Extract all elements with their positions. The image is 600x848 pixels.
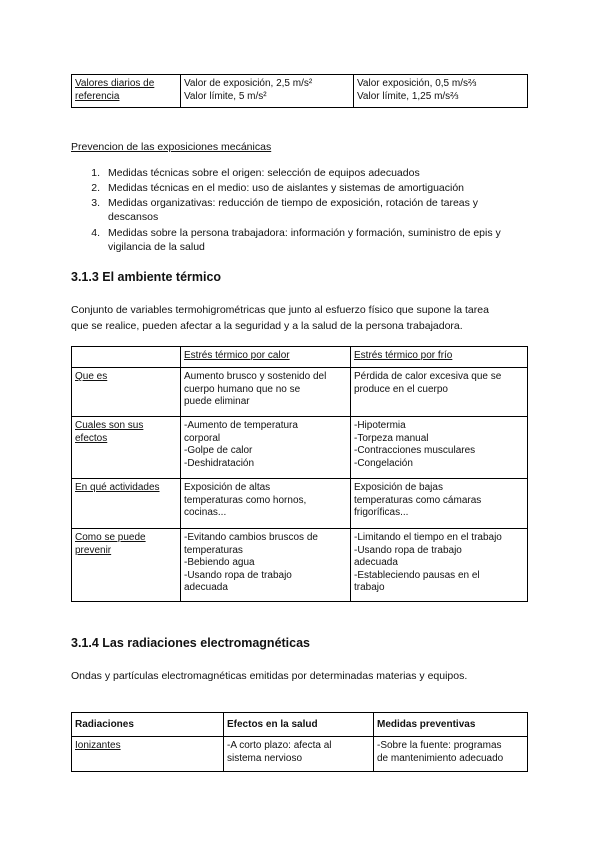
table-header-row [72,347,528,368]
radiation-paragraph: Ondas y partículas electromagnéticas emitidas por determinadas materias y equipos. [71,670,468,682]
radiation-table [71,712,528,772]
effects-cell: -A corto plazo: afecta al sistema nervioso [224,737,374,772]
heat-cell: -Aumento de temperatura corporal -Golpe de calor -Deshidratación [181,417,351,479]
measures-cell: -Sobre la fuente: programas de mantenimiento adecuado [374,737,528,772]
section-heading-thermal: 3.1.3 El ambiente térmico [71,270,222,284]
table-row [72,75,528,108]
column-header-cold: Estrés térmico por frío [351,347,528,368]
table-row [72,529,528,602]
thermal-paragraph: Conjunto de variables termohigrométricas que junto al esfuerzo físico que supone la tarea que se realice, pueden afectar a la seguridad y a la salud de la persona trabajadora. [71,304,489,332]
table-header-row [72,713,528,737]
cold-cell: Exposición de bajas temperaturas como cámaras frigoríficas... [351,479,528,529]
column-header-effects: Efectos en la salud [224,713,374,737]
heat-cell: -Evitando cambios bruscos de temperaturas -Bebiendo agua -Usando ropa de trabajo adecuada [181,529,351,602]
exposure-values-cell-2: Valor exposición, 0,5 m/s⅔ Valor límite, 1,25 m/s⅔ [354,75,528,108]
column-header-measures: Medidas preventivas [374,713,528,737]
row-label: En qué actividades [72,479,181,529]
reference-label-cell: Valores diarios de referencia [72,75,181,108]
cold-cell: -Limitando el tiempo en el trabajo -Usando ropa de trabajo adecuada -Estableciendo pausas en el trabajo [351,529,528,602]
table-row [72,417,528,479]
table-row [72,368,528,417]
row-label: Ionizantes [72,737,224,772]
section-heading-radiation: 3.1.4 Las radiaciones electromagnéticas [71,636,311,650]
cold-cell: -Hipotermia -Torpeza manual -Contracciones musculares -Congelación [351,417,528,479]
row-label: Como se puede prevenir [72,529,181,602]
cold-cell: Pérdida de calor excesiva que se produce en el cuerpo [351,368,528,417]
row-label: Que es [72,368,181,417]
thermal-stress-table [71,346,528,602]
exposure-values-cell: Valor de exposición, 2,5 m/s² Valor límite, 5 m/s² [181,75,354,108]
reference-values-table [71,74,528,108]
prevention-title: Prevencion de las exposiciones mecánicas [71,141,272,153]
row-label: Cuales son sus efectos [72,417,181,479]
column-header-radiation: Radiaciones [72,713,224,737]
column-header-heat: Estrés térmico por calor [181,347,351,368]
heat-cell: Aumento brusco y sostenido del cuerpo humano que no se puede eliminar [181,368,351,417]
table-row [72,479,528,529]
table-row [72,737,528,772]
heat-cell: Exposición de altas temperaturas como hornos, cocinas... [181,479,351,529]
